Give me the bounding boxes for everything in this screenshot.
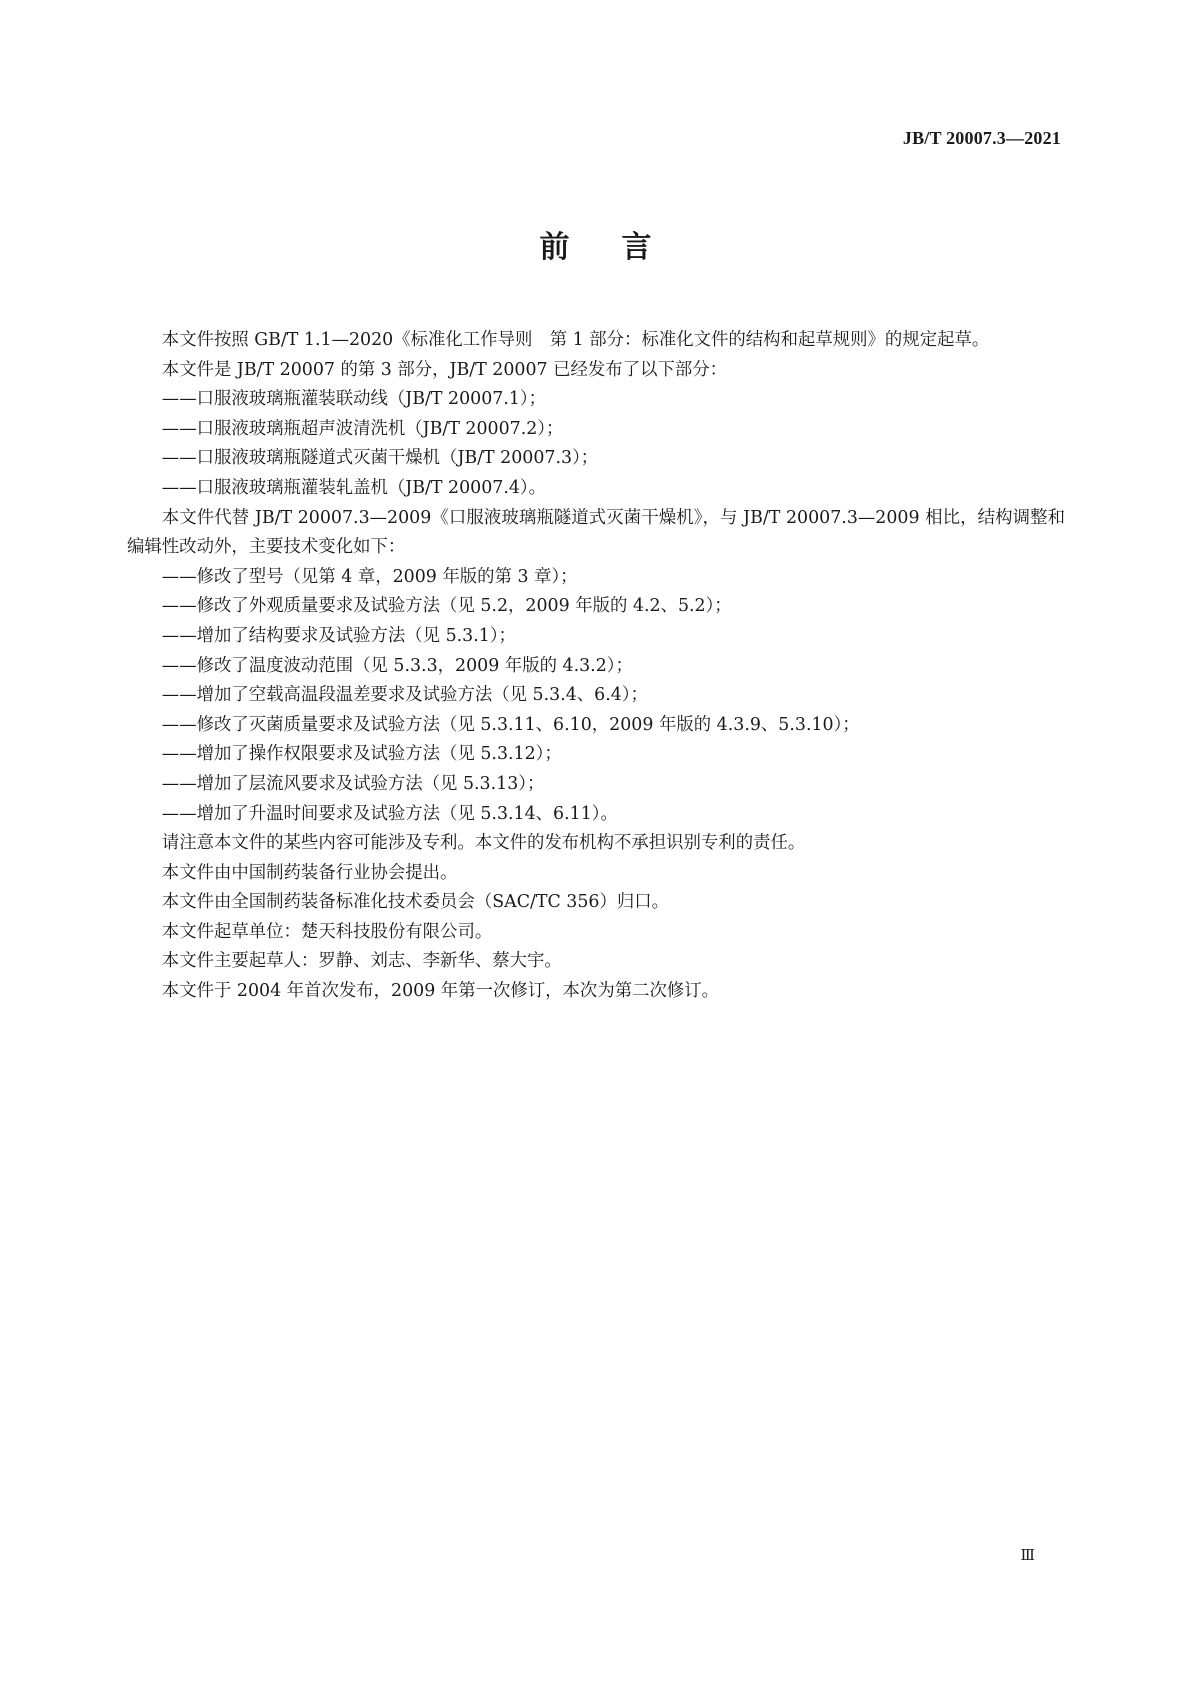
- list-item: ——修改了温度波动范围（见 5.3.3，2009 年版的 4.3.2）；: [161, 655, 633, 676]
- list-item: ——修改了灭菌质量要求及试验方法（见 5.3.11、6.10，2009 年版的 4.3.9、5.3.10）；: [161, 714, 860, 735]
- paragraph: 本文件由全国制药装备标准化技术委员会（SAC/TC 356）归口。: [161, 892, 670, 913]
- list-item: ——增加了结构要求及试验方法（见 5.3.1）；: [161, 625, 516, 646]
- list-item: ——增加了升温时间要求及试验方法（见 5.3.14、6.11）。: [161, 803, 618, 824]
- list-item: ——修改了型号（见第 4 章，2009 年版的第 3 章）；: [161, 566, 578, 587]
- paragraph: 本文件代替 JB/T 20007.3—2009《口服液玻璃瓶隧道式灭菌干燥机》，与 JB/T 20007.3—2009 相比，结构调整和编辑性改动外，主要技术变化如下：: [127, 507, 1065, 558]
- list-item: ——口服液玻璃瓶灌装轧盖机（JB/T 20007.4）。: [161, 477, 547, 498]
- list-item: ——口服液玻璃瓶隧道式灭菌干燥机（JB/T 20007.3）；: [161, 448, 599, 469]
- paragraph: 本文件于 2004 年首次发布，2009 年第一次修订，本次为第二次修订。: [161, 981, 720, 1002]
- paragraph: 本文件由中国制药装备行业协会提出。: [161, 862, 458, 883]
- foreword-body: [127, 326, 1065, 1007]
- list-item: ——增加了空载高温段温差要求及试验方法（见 5.3.4、6.4）；: [161, 685, 648, 706]
- paragraph: 本文件是 JB/T 20007 的第 3 部分，JB/T 20007 已经发布了以下部分：: [161, 359, 728, 380]
- paragraph: 请注意本文件的某些内容可能涉及专利。本文件的发布机构不承担识别专利的责任。: [161, 833, 806, 854]
- list-item: ——口服液玻璃瓶超声波清洗机（JB/T 20007.2）；: [161, 418, 564, 439]
- list-item: ——修改了外观质量要求及试验方法（见 5.2，2009 年版的 4.2、5.2）；: [161, 596, 732, 617]
- page-number: Ⅲ: [1020, 1546, 1035, 1564]
- paragraph: 本文件主要起草人：罗静、刘志、李新华、蔡大宇。: [161, 951, 562, 972]
- paragraph: 本文件起草单位：楚天科技股份有限公司。: [161, 921, 493, 942]
- list-item: ——增加了层流风要求及试验方法（见 5.3.13）；: [161, 773, 545, 794]
- list-item: ——增加了操作权限要求及试验方法（见 5.3.12）；: [161, 744, 562, 765]
- list-item: ——口服液玻璃瓶灌装联动线（JB/T 20007.1）；: [161, 389, 547, 410]
- paragraph: 本文件按照 GB/T 1.1—2020《标准化工作导则 第 1 部分：标准化文件的结构和起草规则》的规定起草。: [161, 330, 990, 350]
- page-title: 前言: [539, 230, 704, 265]
- document-number: JB/T 20007.3—2021: [902, 128, 1061, 148]
